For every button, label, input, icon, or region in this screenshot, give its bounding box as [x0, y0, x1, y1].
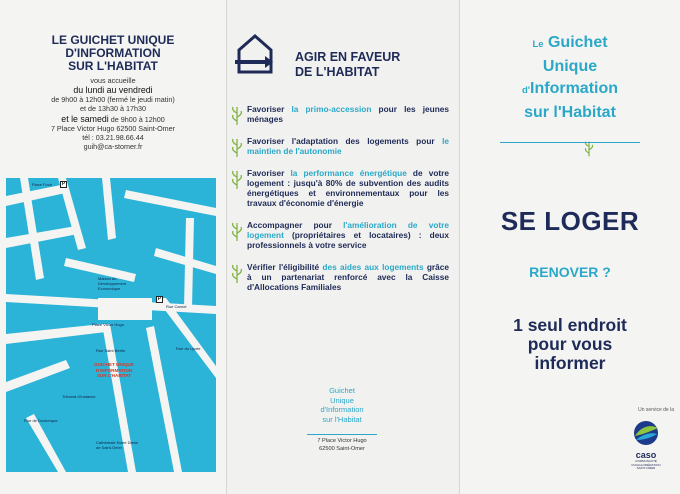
bullet-text: de votre logement : jusqu'à 80% de subvention des audits énergétiques et environnementaux pour les travaux d'économie d'énergie: [247, 168, 449, 208]
label-rue-lycee: Rue du Lycée: [176, 346, 201, 351]
guichet-title-line-3: SUR L'HABITAT: [68, 59, 158, 73]
seul-line-1: 1 seul endroit: [513, 315, 627, 335]
guichet-title-line-2: D'INFORMATION: [65, 46, 161, 60]
label-cathedrale: Cathédrale Notre Dame de Saint-Omer: [96, 440, 139, 450]
leaf-icon: [231, 169, 243, 191]
se-loger-heading: SE LOGER: [500, 206, 640, 236]
map-marker-line-1: GUICHET UNIQUE: [94, 362, 134, 367]
bullet-text: Favoriser: [247, 168, 291, 178]
seul-line-2: pour vous: [527, 334, 613, 354]
seul-line-3: informer: [534, 353, 606, 373]
map-guichet-marker: [78, 362, 150, 379]
small-logo-line-2: Unique: [330, 395, 354, 405]
caso-logo: [626, 420, 666, 468]
road: [58, 178, 86, 250]
bullet-text: Vérifier l'éligibilité: [247, 262, 323, 272]
leaf-icon: [231, 263, 243, 285]
welcome-text: vous accueille: [90, 76, 136, 85]
saturday-text: et le samedi: [61, 113, 109, 124]
road: [6, 360, 70, 392]
map-marker-line-3: SUR L'HABITAT: [96, 373, 132, 379]
bullet-highlight: des aides aux logements: [322, 262, 424, 272]
small-logo-line-1: Guichet: [329, 386, 355, 395]
leaf-icon: [231, 137, 243, 159]
guichet-title-line-1: LE GUICHET UNIQUE: [51, 33, 175, 47]
seul-endroit-heading: [460, 316, 680, 373]
road: [124, 190, 216, 216]
guichet-title: [0, 34, 226, 73]
bullet-highlight: le maintien de l'autonomie: [247, 136, 449, 156]
small-logo-line-3: d'Information: [320, 405, 364, 414]
email-link[interactable]: guih@ca-stomer.fr: [83, 142, 143, 152]
map-marker-line-2: D'INFORMATION: [95, 367, 133, 373]
bullet-text: Favoriser: [247, 104, 292, 114]
logo-le: Le: [532, 39, 544, 50]
opening-hours: [0, 76, 226, 151]
road: [6, 324, 106, 344]
leaf-icon: [231, 221, 243, 243]
address-text: 7 Place Victor Hugo 62500 Saint-Omer: [50, 123, 176, 133]
list-item: [227, 262, 461, 292]
divider: [307, 434, 377, 435]
place-victor-hugo-square: [98, 298, 152, 320]
caso-sub-line-1: COMMUNAUTÉ: [635, 459, 657, 463]
agir-title-line-1: AGIR EN FAVEUR: [295, 50, 401, 64]
bullet-highlight: l'amélioration de votre logement: [247, 220, 449, 240]
bullet-text: pour les jeunes ménages: [247, 104, 449, 124]
service-text: Un service de la: [638, 407, 674, 413]
action-list: [227, 104, 461, 292]
bullet-highlight: la primo-accession: [291, 104, 372, 114]
road: [6, 226, 78, 248]
bullet-text: Favoriser l'adaptation des logements pour: [247, 136, 443, 146]
parking-icon: P: [157, 296, 162, 302]
renover-heading: RENOVER ?: [529, 264, 611, 280]
phone-text: tél : 03.21.98.66.44: [82, 133, 144, 143]
list-item: [227, 104, 461, 124]
label-rue-dunkerque: Rue de Dunkerque: [24, 418, 58, 423]
list-item: [227, 220, 461, 250]
label-place-victor-hugo: Place Victor Hugo: [92, 322, 124, 327]
right-panel: [460, 0, 680, 494]
logo-information: Information: [530, 80, 619, 97]
bullet-text: (propriétaires et locataires) : deux professionnels à votre service: [247, 230, 449, 250]
bullet-text: grâce à un partenariat renforcé avec la Caisse d'Allocations Familiales: [247, 262, 449, 292]
caso-sub-line-3: SAINT-OMER: [636, 466, 656, 470]
location-map: [6, 178, 216, 472]
road: [184, 218, 194, 308]
small-logo-line-4: sur l'Habitat: [322, 414, 362, 424]
days-text: du lundi au vendredi: [73, 85, 153, 96]
logo-sur-habitat: sur l'Habitat: [524, 104, 616, 121]
logo-d: d': [521, 85, 531, 96]
divider: [500, 142, 640, 143]
bullet-text: Accompagner pour: [247, 220, 344, 230]
middle-address-line-1: 7 Place Victor Hugo: [317, 438, 367, 444]
leaf-icon: [231, 105, 243, 127]
saturday-hours: de 9h00 à 12h00: [110, 114, 165, 124]
label-maison-developpement: Maison du Développement Economique: [98, 276, 127, 291]
caso-sub-line-2: D'AGGLOMÉRATION: [631, 462, 661, 467]
middle-panel: [226, 0, 460, 494]
parking-icon: P: [61, 181, 66, 187]
label-rue-saint-bertin: Rue Saint Bertin: [96, 348, 126, 353]
caso-emblem-icon: [631, 420, 661, 446]
left-panel: [0, 0, 226, 494]
label-rue-carnot: Rue Carnot: [166, 304, 187, 309]
house-arrow-icon: [235, 30, 275, 76]
label-tribunal: Tribunal d'Instance: [62, 394, 96, 399]
hours-morning: de 9h00 à 12h00 (fermé le jeudi matin): [51, 95, 175, 105]
logo-unique: Unique: [542, 58, 598, 75]
caso-name: caso: [635, 450, 657, 460]
logo-guichet: Guichet: [547, 34, 608, 51]
middle-address-line-2: 62500 Saint-Omer: [319, 445, 365, 452]
agir-title: [295, 50, 400, 80]
guichet-logo: [470, 32, 670, 124]
road: [102, 178, 116, 240]
bullet-highlight: la performance énergétique: [290, 168, 407, 178]
label-place-foch: Place Foch: [32, 182, 53, 187]
agir-title-line-2: DE L'HABITAT: [295, 65, 380, 79]
middle-address: [267, 438, 417, 453]
guichet-small-logo: [267, 386, 417, 424]
list-item: [227, 136, 461, 156]
hours-afternoon: et de 13h30 à 17h30: [80, 104, 146, 114]
list-item: [227, 168, 461, 208]
